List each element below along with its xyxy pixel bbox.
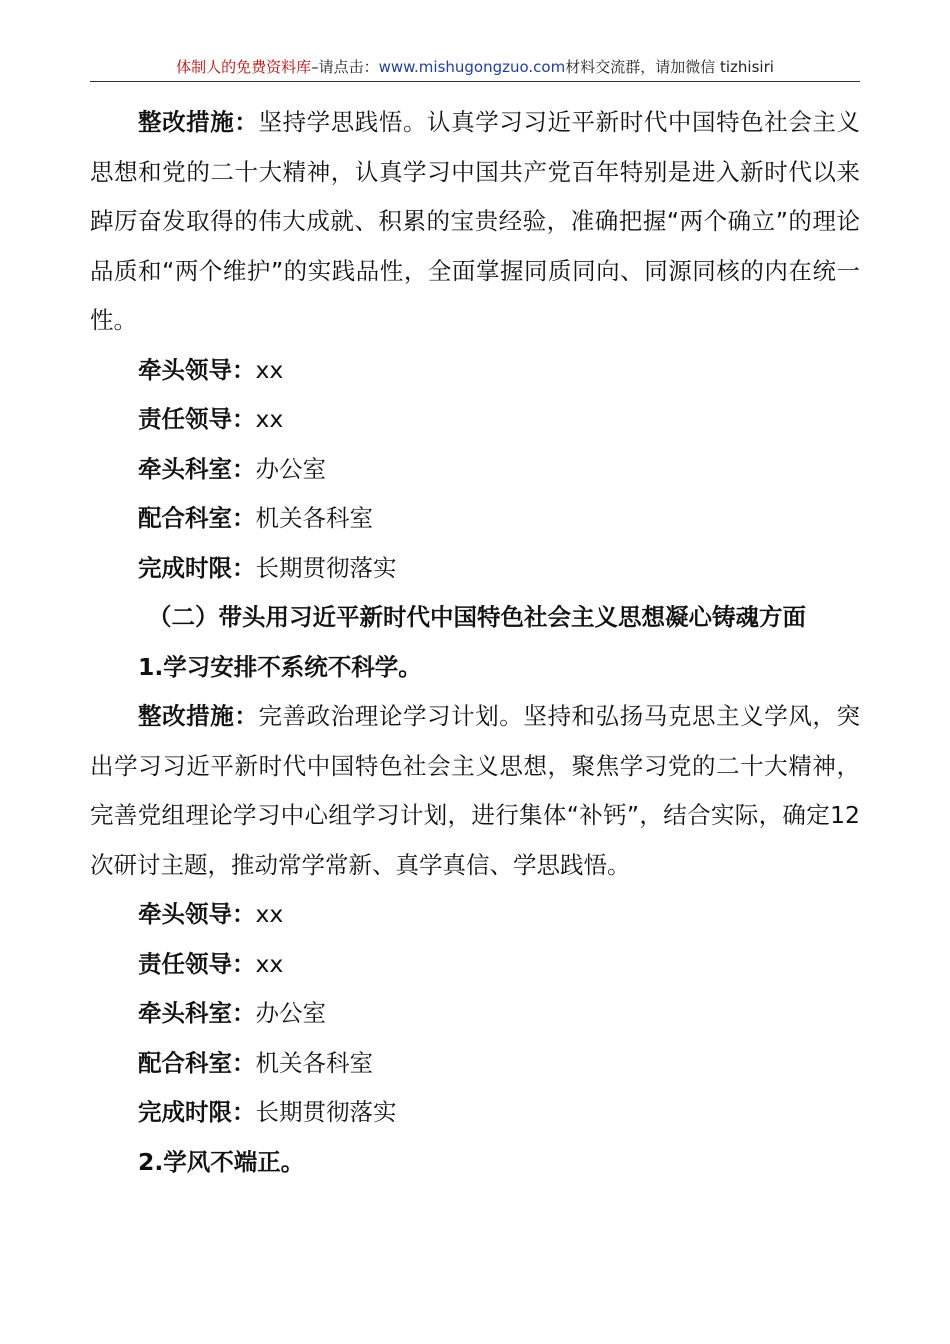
field-label: 牵头科室： bbox=[138, 999, 256, 1027]
field-lead-department bbox=[90, 445, 860, 495]
field-label: 牵头领导： bbox=[138, 355, 256, 384]
field-deadline bbox=[90, 544, 860, 594]
field-label: 责任领导： bbox=[138, 405, 256, 433]
measures-text: 完善政治理论学习计划。坚持和弘扬马克思主义学风，突出学习习近平新时代中国特色社会主义思想，聚焦学习党的二十大精神，完善党组理论学习中心组学习计划，进行集体“补钙”，结合实际，确定12次研讨主题，推动常学常新、真学真信、学思践悟。 bbox=[90, 702, 861, 879]
field-label: 牵头领导： bbox=[138, 900, 256, 928]
field-value: 办公室 bbox=[255, 454, 326, 483]
measures-text: 坚持学思践悟。认真学习习近平新时代中国特色社会主义思想和党的二十大精神，认真学习中国共产党百年特别是进入新时代以来踔厉奋发取得的伟大成就、积累的宝贵经验，准确把握“两个确立”的理论品质和“两个维护”的实践品性，全面掌握同质同向、同源同核的内在统一性。 bbox=[90, 108, 861, 334]
field-deadline bbox=[90, 1088, 860, 1138]
field-value: 机关各科室 bbox=[255, 1048, 373, 1077]
field-lead-department bbox=[90, 989, 860, 1039]
field-label: 完成时限： bbox=[138, 1098, 256, 1126]
measures-paragraph-2 bbox=[90, 692, 860, 890]
document-body bbox=[90, 98, 860, 1187]
field-label: 责任领导： bbox=[138, 949, 256, 978]
field-value: 长期贯彻落实 bbox=[255, 1098, 397, 1126]
field-value: xx bbox=[255, 949, 284, 978]
item-heading-1: 1.学习安排不系统不科学。 bbox=[138, 652, 422, 681]
field-label: 配合科室： bbox=[138, 504, 256, 532]
measures-paragraph-1 bbox=[90, 98, 860, 346]
field-lead-leader bbox=[90, 346, 860, 396]
field-label: 牵头科室： bbox=[138, 454, 256, 483]
measures-label: 整改措施： bbox=[138, 702, 259, 730]
page-header bbox=[90, 56, 860, 78]
header-prompt: –请点击： bbox=[311, 58, 379, 76]
field-responsible-leader bbox=[90, 395, 860, 445]
field-value: xx bbox=[255, 355, 284, 384]
field-cooperating-department bbox=[90, 494, 860, 544]
field-value: 办公室 bbox=[255, 999, 326, 1027]
field-lead-leader bbox=[90, 890, 860, 940]
field-cooperating-department bbox=[90, 1039, 860, 1089]
header-suffix: 材料交流群，请加微信 tizhisiri bbox=[565, 58, 774, 76]
field-responsible-leader bbox=[90, 940, 860, 990]
header-brand: 体制人的免费资料库 bbox=[176, 58, 312, 76]
field-value: xx bbox=[255, 405, 284, 433]
item-heading-2: 2.学风不端正。 bbox=[138, 1147, 305, 1176]
field-value: 机关各科室 bbox=[255, 504, 373, 532]
section-heading-2: （二）带头用习近平新时代中国特色社会主义思想凝心铸魂方面 bbox=[148, 603, 806, 631]
measures-label: 整改措施： bbox=[138, 108, 259, 136]
field-value: 长期贯彻落实 bbox=[255, 553, 397, 582]
header-url-link[interactable]: www.mishugongzuo.com bbox=[378, 58, 566, 76]
field-label: 完成时限： bbox=[138, 553, 256, 582]
field-label: 配合科室： bbox=[138, 1048, 256, 1077]
header-divider bbox=[90, 81, 860, 82]
field-value: xx bbox=[255, 900, 284, 928]
